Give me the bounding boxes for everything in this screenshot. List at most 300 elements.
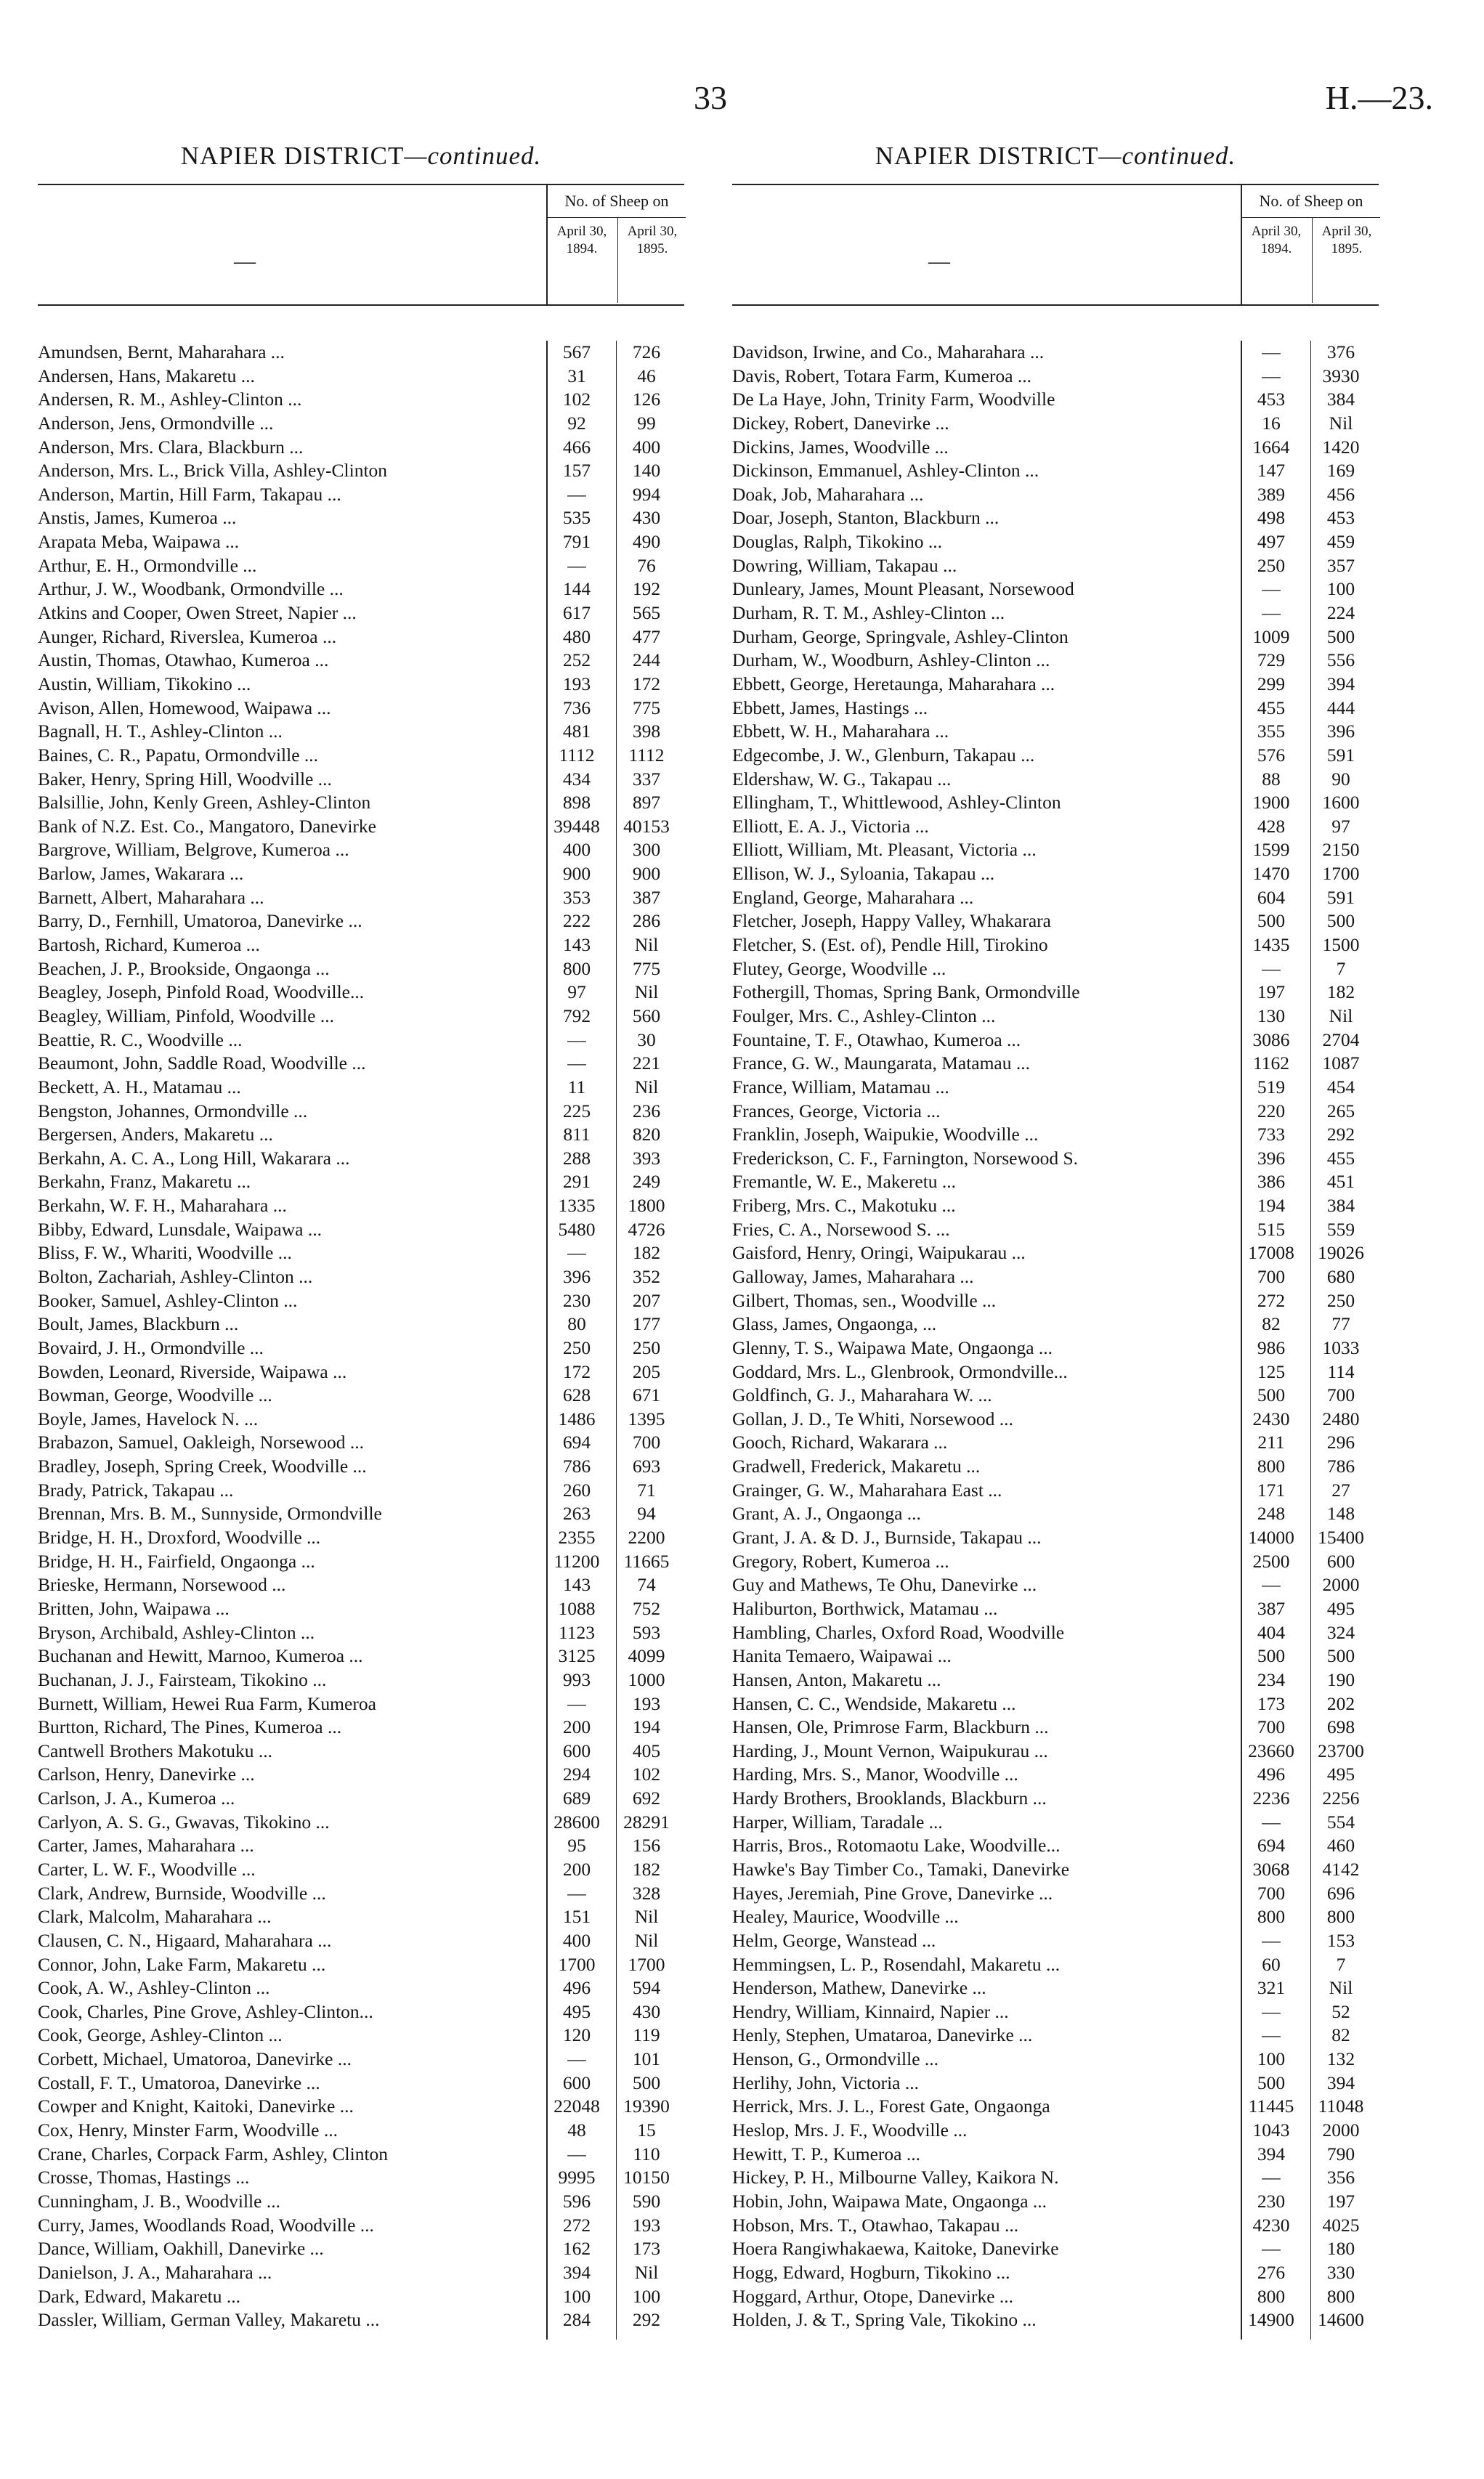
owner-name-cell: Hogg, Edward, Hogburn, Tikokino ... xyxy=(732,2261,1010,2283)
left-column xyxy=(38,142,684,2332)
table-row xyxy=(38,1882,684,1906)
table-row xyxy=(732,436,1379,460)
sheep-1894-cell: 1009 xyxy=(1252,625,1290,647)
sheep-1895-cell: 700 xyxy=(632,1432,661,1453)
owner-name-cell: Corbett, Michael, Umatoroa, Danevirke ... xyxy=(38,2048,352,2070)
owner-name-cell: Henson, G., Ormondville ... xyxy=(732,2048,939,2070)
sheep-1894-cell: 162 xyxy=(562,2238,591,2260)
sheep-1895-cell: 7 xyxy=(1336,957,1346,979)
table-row xyxy=(38,981,684,1005)
sheep-1895-cell: 590 xyxy=(632,2190,661,2212)
table-row xyxy=(38,1953,684,1977)
sheep-count-header xyxy=(546,185,686,304)
sheep-1894-cell: 497 xyxy=(1257,531,1286,553)
sheep-1895-cell: 74 xyxy=(637,1574,656,1596)
sheep-1895-cell: 451 xyxy=(1326,1171,1355,1193)
owner-name-cell: Amundsen, Bernt, Maharahara ... xyxy=(38,341,285,362)
sheep-1894-cell: 535 xyxy=(562,507,591,529)
sheep-1895-cell: 357 xyxy=(1326,554,1355,576)
sheep-1895-cell: 100 xyxy=(632,2285,661,2307)
name-column-dash: — xyxy=(234,249,256,273)
sheep-1895-cell: 180 xyxy=(1326,2238,1355,2260)
table-row xyxy=(38,1052,684,1076)
sheep-1894-cell: 353 xyxy=(562,886,591,908)
table-row xyxy=(38,554,684,578)
sheep-1895-cell: 500 xyxy=(1326,625,1355,647)
sheep-1895-cell: 591 xyxy=(1326,744,1355,766)
sheep-1895-cell: 132 xyxy=(1326,2048,1355,2070)
sheep-1894-cell: 95 xyxy=(567,1835,586,1857)
sheep-1895-cell: 2000 xyxy=(1322,2119,1360,2141)
sheep-1895-cell: 1087 xyxy=(1322,1052,1360,1074)
table-row xyxy=(732,2072,1379,2095)
sheep-1894-cell: 248 xyxy=(1257,1503,1286,1525)
sheep-1894-cell: 2430 xyxy=(1252,1408,1290,1429)
sheep-count-header xyxy=(1241,185,1380,304)
table-row xyxy=(38,2166,684,2190)
sheep-1894-cell: — xyxy=(567,483,586,505)
owner-name-cell: France, William, Matamau ... xyxy=(732,1076,949,1098)
owner-name-cell: Edgecombe, J. W., Glenburn, Takapau ... xyxy=(732,744,1035,766)
sheep-1894-cell: 455 xyxy=(1257,697,1286,718)
table-row xyxy=(732,649,1379,673)
sheep-1894-cell: 284 xyxy=(562,2309,591,2331)
table-row xyxy=(732,2214,1379,2238)
table-row xyxy=(38,1763,684,1787)
table-row xyxy=(732,530,1379,554)
sheep-1895-cell: 126 xyxy=(632,389,661,410)
table-row xyxy=(38,506,684,530)
sheep-1894-cell: 736 xyxy=(562,697,591,718)
owner-name-cell: Harris, Bros., Rotomaotu Lake, Woodville... xyxy=(732,1835,1061,1857)
sheep-1895-cell: 696 xyxy=(1326,1882,1355,1904)
sheep-1894-cell: 733 xyxy=(1257,1124,1286,1145)
table-row xyxy=(732,2166,1379,2190)
sheep-1895-cell: 477 xyxy=(632,625,661,647)
owner-name-cell: Beachen, J. P., Brookside, Ongaonga ... xyxy=(38,957,330,979)
table-row xyxy=(38,436,684,460)
sheep-1894-cell: 263 xyxy=(562,1503,591,1525)
sheep-1894-cell: — xyxy=(1262,2238,1281,2260)
sheep-1894-cell: 2355 xyxy=(558,1527,596,1549)
sheep-1895-cell: 1033 xyxy=(1322,1336,1360,1358)
sheep-1894-cell: 700 xyxy=(1257,1716,1286,1738)
table-row xyxy=(732,2285,1379,2309)
sheep-1894-cell: 596 xyxy=(562,2190,591,2212)
sheep-1894-cell: 16 xyxy=(1262,412,1281,434)
table-row xyxy=(732,1431,1379,1455)
sheep-1895-cell: 102 xyxy=(632,1764,661,1785)
table-row xyxy=(732,886,1379,910)
sheep-1894-cell: 1470 xyxy=(1252,863,1290,885)
sheep-1894-cell: 628 xyxy=(562,1384,591,1406)
owner-name-cell: Guy and Mathews, Te Ohu, Danevirke ... xyxy=(732,1574,1037,1596)
sheep-1895-cell: 19390 xyxy=(623,2095,670,2117)
sheep-1895-cell: 194 xyxy=(632,1716,661,1738)
table-row xyxy=(38,791,684,815)
sheep-1894-cell: 1700 xyxy=(558,1953,596,1975)
table-row xyxy=(38,1929,684,1953)
table-row xyxy=(38,2190,684,2214)
sheep-1895-cell: 82 xyxy=(1331,2024,1350,2046)
table-row xyxy=(732,2000,1379,2024)
sheep-1895-cell: 560 xyxy=(632,1005,661,1026)
owner-name-cell: Burnett, William, Hewei Rua Farm, Kumeroa xyxy=(38,1692,376,1714)
owner-name-cell: Beattie, R. C., Woodville ... xyxy=(38,1028,243,1050)
sheep-1894-cell: — xyxy=(1262,957,1281,979)
table-row xyxy=(38,1905,684,1929)
owner-name-cell: Bergersen, Anders, Makaretu ... xyxy=(38,1124,273,1145)
sheep-1895-cell: 11048 xyxy=(1318,2095,1364,2117)
table-row xyxy=(38,1550,684,1574)
sheep-1894-cell: 1664 xyxy=(1252,436,1290,458)
sheep-1895-cell: 330 xyxy=(1326,2261,1355,2283)
owner-name-cell: Grant, A. J., Ongaonga ... xyxy=(732,1503,921,1525)
sheep-1894-cell: 172 xyxy=(562,1360,591,1382)
table-row xyxy=(38,886,684,910)
owner-name-cell: Henderson, Mathew, Danevirke ... xyxy=(732,1977,986,1999)
sheep-1894-cell: 729 xyxy=(1257,649,1286,671)
owner-name-cell: Andersen, Hans, Makaretu ... xyxy=(38,365,255,386)
table-row xyxy=(732,2024,1379,2048)
sheep-1895-cell: 337 xyxy=(632,768,661,790)
owner-name-cell: Herrick, Mrs. J. L., Forest Gate, Ongaonga xyxy=(732,2095,1050,2117)
owner-name-cell: Doak, Job, Maharahara ... xyxy=(732,483,924,505)
sheep-1895-cell: 726 xyxy=(632,341,661,362)
owner-name-cell: Hansen, C. C., Wendside, Makaretu ... xyxy=(732,1692,1016,1714)
table-row xyxy=(38,933,684,957)
sheep-1894-cell: 786 xyxy=(562,1456,591,1477)
sheep-1894-cell: 276 xyxy=(1257,2261,1286,2283)
sheep-1894-cell: 200 xyxy=(562,1859,591,1880)
table-row xyxy=(38,862,684,886)
sheep-1894-cell: 394 xyxy=(562,2261,591,2283)
table-row xyxy=(732,2308,1379,2332)
sheep-1894-cell: 515 xyxy=(1257,1218,1286,1240)
sheep-1895-cell: 700 xyxy=(1326,1384,1355,1406)
sheep-1895-cell: 14600 xyxy=(1318,2309,1364,2331)
sheep-1894-cell: 567 xyxy=(562,341,591,362)
sheep-1895-cell: 500 xyxy=(632,2072,661,2093)
sheep-1895-cell: 394 xyxy=(1326,2072,1355,2093)
owner-name-cell: Brennan, Mrs. B. M., Sunnyside, Ormondville xyxy=(38,1503,382,1525)
table-row xyxy=(732,1147,1379,1171)
sheep-1895-cell: 800 xyxy=(1326,2285,1355,2307)
sheep-1895-cell: 1395 xyxy=(628,1408,665,1429)
sheep-1894-cell: 500 xyxy=(1257,2072,1286,2093)
sheep-1895-cell: 565 xyxy=(632,602,661,624)
owner-name-cell: Ellingham, T., Whittlewood, Ashley-Clinton xyxy=(732,792,1061,814)
owner-name-cell: Hoggard, Arthur, Otope, Danevirke ... xyxy=(732,2285,1014,2307)
owner-name-cell: Anderson, Jens, Ormondville ... xyxy=(38,412,274,434)
table-row xyxy=(38,1692,684,1716)
sheep-1894-cell: 1335 xyxy=(558,1195,596,1217)
sheep-1894-cell: 600 xyxy=(562,1740,591,1761)
table-row xyxy=(38,1336,684,1360)
sheep-1895-cell: 454 xyxy=(1326,1076,1355,1098)
sheep-1895-cell: 786 xyxy=(1326,1456,1355,1477)
owner-name-cell: Bartosh, Richard, Kumeroa ... xyxy=(38,934,260,956)
sheep-1895-cell: 2000 xyxy=(1322,1574,1360,1596)
sheep-1894-cell: 800 xyxy=(1257,1906,1286,1928)
sheep-1895-cell: 900 xyxy=(632,863,661,885)
sheep-1894-cell: 434 xyxy=(562,768,591,790)
sheep-1894-cell: 299 xyxy=(1257,673,1286,694)
sheep-1895-cell: 205 xyxy=(632,1360,661,1382)
owner-name-cell: Hawke's Bay Timber Co., Tamaki, Danevirke xyxy=(732,1859,1070,1880)
sheep-1894-cell: — xyxy=(567,1028,586,1050)
sheep-1895-cell: 2480 xyxy=(1322,1408,1360,1429)
table-row xyxy=(732,720,1379,744)
table-row xyxy=(38,2072,684,2095)
table-row xyxy=(38,1502,684,1526)
owner-name-cell: Helm, George, Wanstead ... xyxy=(732,1929,936,1951)
sheep-1895-cell: 193 xyxy=(632,2214,661,2236)
owner-name-cell: Booker, Samuel, Ashley-Clinton ... xyxy=(38,1289,298,1311)
table-row xyxy=(38,1811,684,1835)
sheep-1895-cell: 387 xyxy=(632,886,661,908)
table-row xyxy=(732,1692,1379,1716)
owner-name-cell: Holden, J. & T., Spring Vale, Tikokino ... xyxy=(732,2309,1037,2331)
sheep-1895-cell: 90 xyxy=(1331,768,1350,790)
table-row xyxy=(732,673,1379,697)
sheep-1894-cell: 496 xyxy=(562,1977,591,1999)
sheep-1895-cell: 207 xyxy=(632,1289,661,1311)
owner-name-cell: Berkahn, Franz, Makaretu ... xyxy=(38,1171,251,1193)
sheep-1894-cell: 197 xyxy=(1257,981,1286,1003)
sheep-1894-cell: 400 xyxy=(562,839,591,861)
sheep-1894-cell: 22048 xyxy=(554,2095,600,2117)
sheep-1894-cell: 272 xyxy=(1257,1289,1286,1311)
owner-name-cell: Fletcher, S. (Est. of), Pendle Hill, Tirokino xyxy=(732,934,1048,956)
table-row xyxy=(732,1265,1379,1289)
owner-name-cell: Berkahn, W. F. H., Maharahara ... xyxy=(38,1195,287,1217)
sheep-1894-cell: 800 xyxy=(1257,1456,1286,1477)
owner-name-cell: Barry, D., Fernhill, Umatoroa, Danevirke ... xyxy=(38,910,362,932)
sheep-1895-cell: 300 xyxy=(632,839,661,861)
table-row xyxy=(732,483,1379,507)
owner-name-cell: Arthur, E. H., Ormondville ... xyxy=(38,554,257,576)
table-row xyxy=(732,1526,1379,1550)
sheep-1894-cell: 130 xyxy=(1257,1005,1286,1026)
sheep-1895-cell: 820 xyxy=(632,1124,661,1145)
sheep-1894-cell: 400 xyxy=(562,1929,591,1951)
table-row xyxy=(38,649,684,673)
table-row xyxy=(732,506,1379,530)
sheep-1895-cell: 752 xyxy=(632,1597,661,1619)
sheep-1894-cell: 120 xyxy=(562,2024,591,2046)
table-row xyxy=(732,1123,1379,1147)
sheep-1894-cell: 428 xyxy=(1257,815,1286,837)
sheep-1894-cell: 1162 xyxy=(1252,1052,1290,1074)
district-title: NAPIER DISTRICT—continued. xyxy=(875,142,1236,170)
table-row xyxy=(732,768,1379,792)
owner-name-cell: Bibby, Edward, Lunsdale, Waipawa ... xyxy=(38,1218,322,1240)
sheep-1894-cell: 147 xyxy=(1257,460,1286,482)
table-row xyxy=(732,1005,1379,1028)
owner-name-cell: Harper, William, Taradale ... xyxy=(732,1811,943,1833)
sheep-1894-cell: 102 xyxy=(562,389,591,410)
sheep-1895-cell: Nil xyxy=(634,1076,659,1098)
owner-name-cell: Austin, Thomas, Otawhao, Kumeroa ... xyxy=(38,649,329,671)
table-row xyxy=(732,2143,1379,2167)
table-row xyxy=(732,957,1379,981)
table-row xyxy=(38,1787,684,1811)
sheep-1894-cell: 173 xyxy=(1257,1692,1286,1714)
owner-name-cell: Hardy Brothers, Brooklands, Blackburn ... xyxy=(732,1788,1047,1809)
table-row xyxy=(38,365,684,389)
table-row xyxy=(38,1170,684,1194)
table-row xyxy=(732,1763,1379,1787)
table-row xyxy=(732,1076,1379,1100)
sheep-1894-cell: 1435 xyxy=(1252,934,1290,956)
owner-name-cell: Clausen, C. N., Higaard, Maharahara ... xyxy=(38,1929,332,1951)
owner-name-cell: Fothergill, Thomas, Spring Bank, Ormondville xyxy=(732,981,1080,1003)
owner-name-cell: Carlyon, A. S. G., Gwavas, Tikokino ... xyxy=(38,1811,330,1833)
sheep-1895-cell: Nil xyxy=(634,2261,659,2283)
owner-name-cell: Bank of N.Z. Est. Co., Mangatoro, Danevirke xyxy=(38,815,376,837)
owner-name-cell: Davis, Robert, Totara Farm, Kumeroa ... xyxy=(732,365,1032,386)
sheep-1895-cell: 490 xyxy=(632,531,661,553)
sheep-1894-cell: 88 xyxy=(1262,768,1281,790)
table-body xyxy=(38,341,684,2332)
table-row xyxy=(732,1336,1379,1360)
sheep-1894-cell: 466 xyxy=(562,436,591,458)
table-row xyxy=(732,981,1379,1005)
sheep-1895-cell: 27 xyxy=(1331,1479,1350,1501)
owner-name-cell: Crosse, Thomas, Hastings ... xyxy=(38,2167,250,2188)
owner-name-cell: Durham, W., Woodburn, Ashley-Clinton ... xyxy=(732,649,1050,671)
sheep-1895-cell: 775 xyxy=(632,697,661,718)
table-row xyxy=(38,768,684,792)
table-row xyxy=(38,720,684,744)
owner-name-cell: Hobin, John, Waipawa Mate, Ongaonga ... xyxy=(732,2190,1047,2212)
sheep-1894-cell: 495 xyxy=(562,2000,591,2022)
table-row xyxy=(38,388,684,412)
sheep-1894-cell: 97 xyxy=(567,981,586,1003)
owner-name-cell: Gaisford, Henry, Oringi, Waipukarau ... xyxy=(732,1242,1026,1264)
sheep-1895-cell: 182 xyxy=(632,1242,661,1264)
sheep-1895-cell: 405 xyxy=(632,1740,661,1761)
table-row xyxy=(38,2308,684,2332)
owner-name-cell: England, George, Maharahara ... xyxy=(732,886,974,908)
owner-name-cell: Cook, Charles, Pine Grove, Ashley-Clinton... xyxy=(38,2000,373,2022)
sheep-1894-cell: 31 xyxy=(567,365,586,386)
table-row xyxy=(38,341,684,365)
owner-name-cell: Arthur, J. W., Woodbank, Ormondville ... xyxy=(38,578,344,600)
owner-name-cell: Hayes, Jeremiah, Pine Grove, Danevirke ... xyxy=(732,1882,1053,1904)
sheep-1894-cell: 386 xyxy=(1257,1171,1286,1193)
owner-name-cell: Bridge, H. H., Droxford, Woodville ... xyxy=(38,1527,321,1549)
sheep-1894-cell: — xyxy=(1262,341,1281,362)
owner-name-cell: Grainger, G. W., Maharahara East ... xyxy=(732,1479,1002,1501)
table-row xyxy=(38,2000,684,2024)
owner-name-cell: Aunger, Richard, Riverslea, Kumeroa ... xyxy=(38,625,337,647)
col-1894-header: April 30, 1894. xyxy=(556,224,607,256)
sheep-1895-cell: 71 xyxy=(637,1479,656,1501)
owner-name-cell: Crane, Charles, Corpack Farm, Ashley, Clinton xyxy=(38,2143,389,2164)
table-row xyxy=(732,1479,1379,1503)
sheep-1895-cell: 292 xyxy=(632,2309,661,2331)
owner-name-cell: Gradwell, Frederick, Makaretu ... xyxy=(732,1456,981,1477)
table-row xyxy=(732,1408,1379,1432)
sheep-1894-cell: 39448 xyxy=(554,815,600,837)
sheep-1894-cell: — xyxy=(567,554,586,576)
sheep-1895-cell: 556 xyxy=(1326,649,1355,671)
sheep-1895-cell: 15400 xyxy=(1318,1527,1364,1549)
sheep-1895-cell: Nil xyxy=(1329,1005,1353,1026)
owner-name-cell: Grant, J. A. & D. J., Burnside, Takapau ... xyxy=(732,1527,1042,1549)
table-row xyxy=(732,1834,1379,1858)
owner-name-cell: Danielson, J. A., Maharahara ... xyxy=(38,2261,272,2283)
sheep-1894-cell: 225 xyxy=(562,1100,591,1121)
table-row xyxy=(38,577,684,601)
table-row xyxy=(38,2095,684,2119)
table-row xyxy=(732,2261,1379,2285)
sheep-1894-cell: — xyxy=(1262,2167,1281,2188)
sheep-1895-cell: Nil xyxy=(1329,412,1353,434)
owner-name-cell: Bengston, Johannes, Ormondville ... xyxy=(38,1100,308,1121)
table-row xyxy=(732,1905,1379,1929)
table-row xyxy=(38,1597,684,1621)
sheep-1894-cell: 5480 xyxy=(558,1218,596,1240)
sheep-1894-cell: 1599 xyxy=(1252,839,1290,861)
sheep-1894-cell: 700 xyxy=(1257,1882,1286,1904)
sheep-1895-cell: 698 xyxy=(1326,1716,1355,1738)
owner-name-cell: Eldershaw, W. G., Takapau ... xyxy=(732,768,952,790)
sheep-1894-cell: — xyxy=(1262,365,1281,386)
sheep-1894-cell: — xyxy=(1262,1811,1281,1833)
sheep-1894-cell: 355 xyxy=(1257,721,1286,742)
table-row xyxy=(732,2237,1379,2261)
owner-name-cell: Cox, Henry, Minster Farm, Woodville ... xyxy=(38,2119,338,2141)
table-row xyxy=(732,1668,1379,1692)
owner-name-cell: Gooch, Richard, Wakarara ... xyxy=(732,1432,948,1453)
sheep-1894-cell: — xyxy=(1262,2000,1281,2022)
table-row xyxy=(732,1716,1379,1740)
sheep-1895-cell: 2150 xyxy=(1322,839,1360,861)
sheep-1895-cell: 19026 xyxy=(1318,1242,1364,1264)
owner-name-cell: Hoera Rangiwhakaewa, Kaitoke, Danevirke xyxy=(732,2238,1059,2260)
sheep-1894-cell: 694 xyxy=(1257,1835,1286,1857)
table-row xyxy=(732,2119,1379,2143)
table-row xyxy=(38,1147,684,1171)
owner-name-cell: Frederickson, C. F., Farnington, Norsewood S. xyxy=(732,1147,1079,1169)
owner-name-cell: Bovaird, J. H., Ormondville ... xyxy=(38,1336,264,1358)
owner-name-cell: Glenny, T. S., Waipawa Mate, Ongaonga ... xyxy=(732,1336,1053,1358)
sheep-1895-cell: 495 xyxy=(1326,1597,1355,1619)
sheep-1895-cell: 182 xyxy=(1326,981,1355,1003)
sheep-1894-cell: 288 xyxy=(562,1147,591,1169)
sheep-1894-cell: 800 xyxy=(562,957,591,979)
owner-name-cell: Dickey, Robert, Danevirke ... xyxy=(732,412,949,434)
sheep-1894-cell: 396 xyxy=(562,1265,591,1287)
sheep-1894-cell: 157 xyxy=(562,460,591,482)
sheep-1895-cell: 236 xyxy=(632,1100,661,1121)
table-body xyxy=(732,341,1379,2332)
table-row xyxy=(732,1740,1379,1764)
sheep-1894-cell: 23660 xyxy=(1248,1740,1294,1761)
owner-name-cell: Hendry, William, Kinnaird, Napier ... xyxy=(732,2000,1009,2022)
sheep-1895-cell: 3930 xyxy=(1322,365,1360,386)
sheep-1895-cell: 396 xyxy=(1326,721,1355,742)
sheep-1894-cell: 617 xyxy=(562,602,591,624)
owner-name-cell: Anderson, Martin, Hill Farm, Takapau ... xyxy=(38,483,341,505)
table-row xyxy=(38,2024,684,2048)
owner-name-cell: Clark, Malcolm, Maharahara ... xyxy=(38,1906,272,1928)
sheep-1894-cell: 800 xyxy=(1257,2285,1286,2307)
owner-name-cell: Elliott, William, Mt. Pleasant, Victoria ... xyxy=(732,839,1037,861)
